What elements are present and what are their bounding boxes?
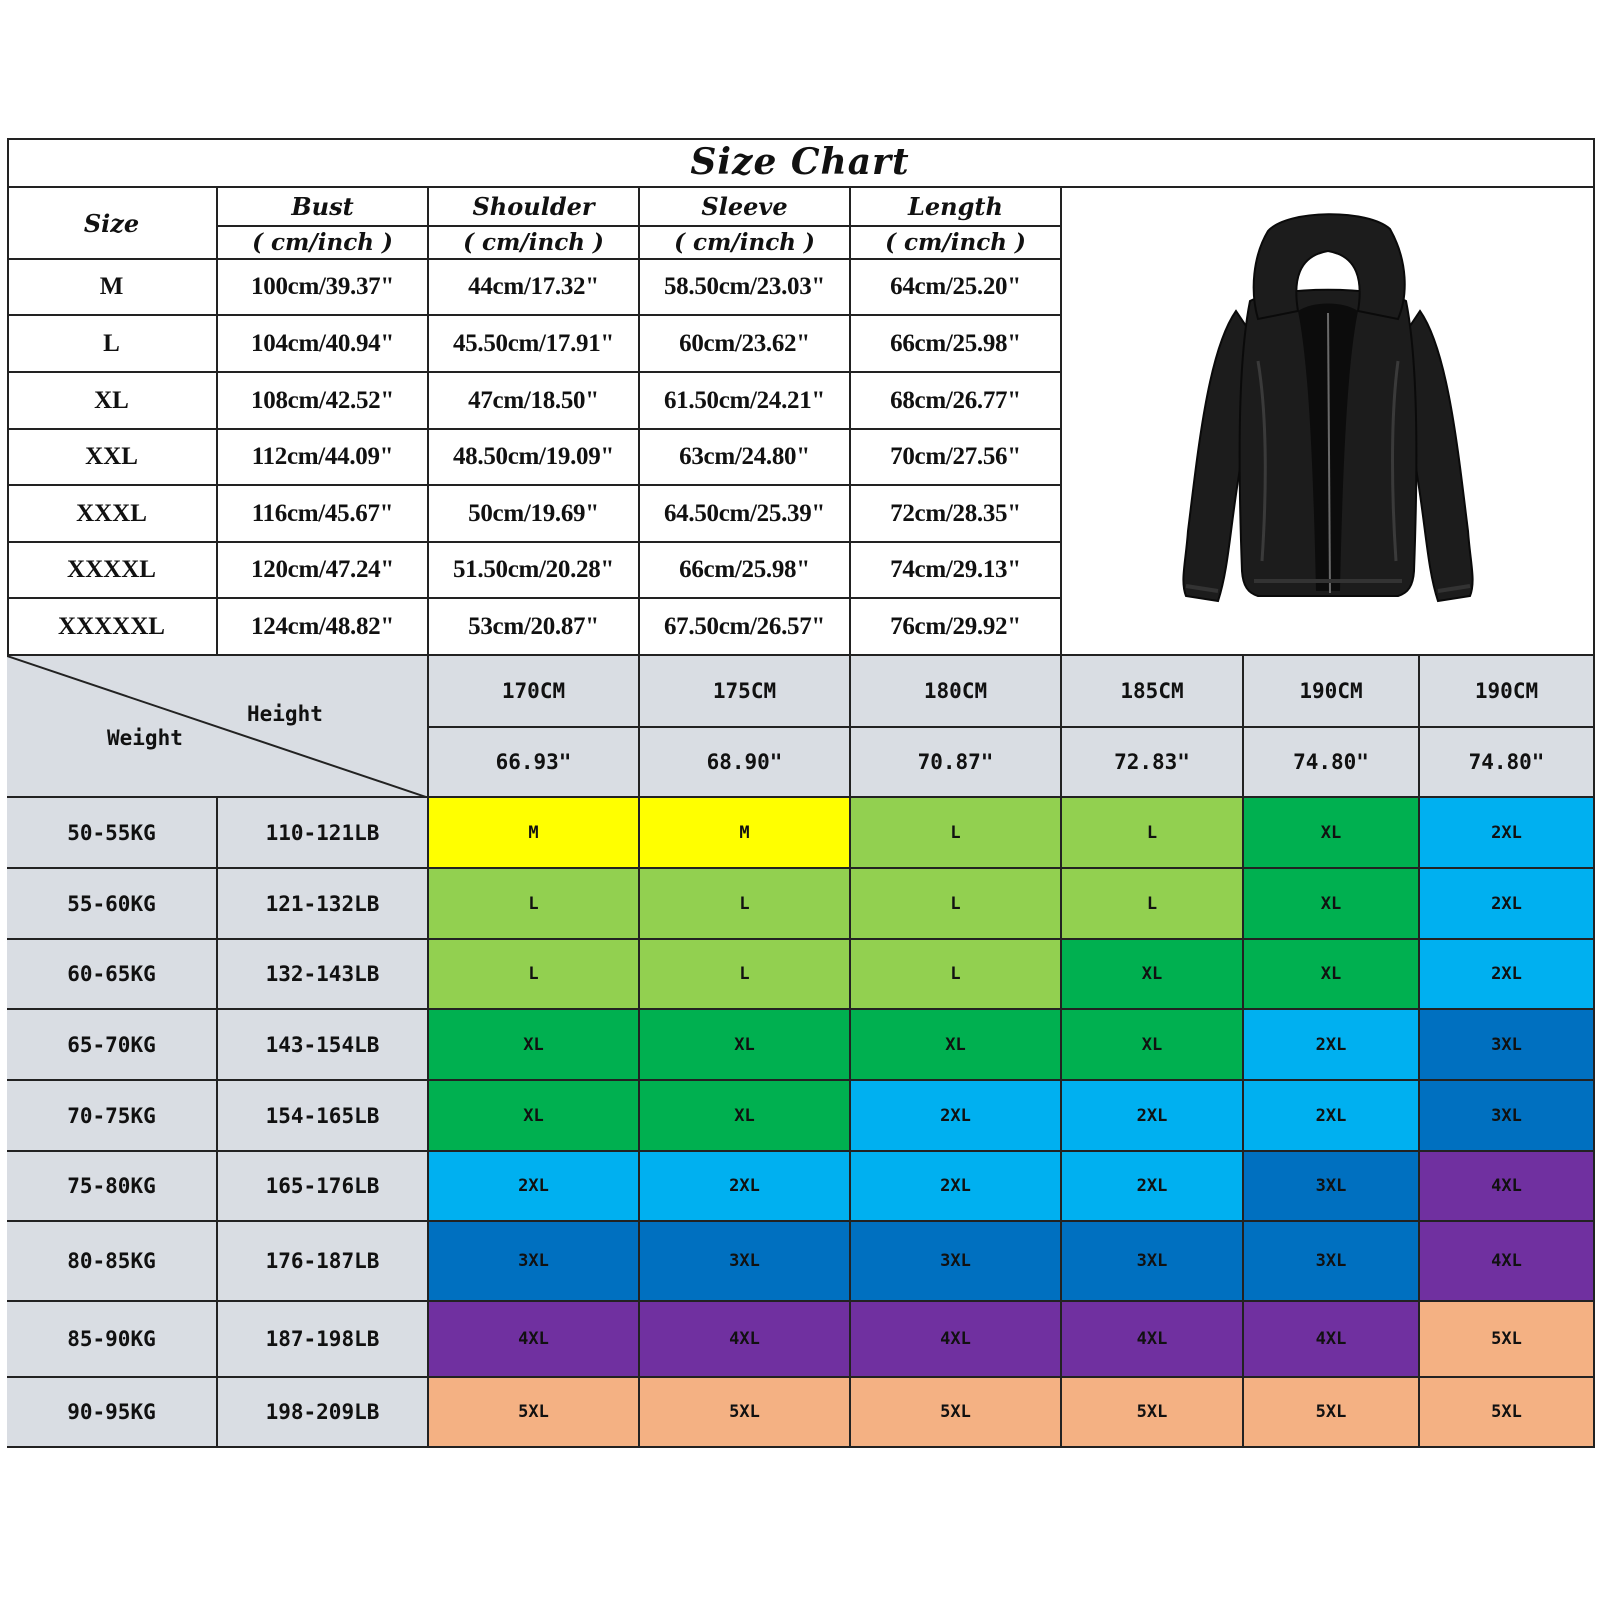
sleeve-cell	[640, 316, 851, 373]
weight-lb: 132-143LB	[265, 962, 380, 986]
size-cell	[7, 260, 218, 316]
shoulder-value: 48.50cm/19.09"	[452, 443, 615, 470]
height-cm: 170CM	[501, 679, 566, 703]
sleeve-cell	[640, 430, 851, 486]
recommended-size: XL	[523, 1034, 544, 1055]
sleeve-value: 58.50cm/23.03"	[663, 273, 826, 300]
height-in-cell	[1244, 728, 1420, 798]
bust-cell	[218, 316, 429, 373]
recommended-size-cell	[640, 1010, 851, 1081]
recommended-size-cell	[1244, 1152, 1420, 1222]
recommended-size-cell	[429, 869, 640, 940]
bust-cell	[218, 373, 429, 430]
weight-lb: 110-121LB	[265, 820, 380, 845]
recommended-size-cell	[1244, 1378, 1420, 1448]
shoulder-cell	[429, 316, 640, 373]
height-in-cell	[1062, 728, 1244, 798]
recommended-size-cell	[1420, 869, 1595, 940]
height-in-cell	[851, 728, 1062, 798]
bust-cell	[218, 260, 429, 316]
sleeve-value: 61.50cm/24.21"	[663, 386, 826, 414]
size-value: XXXXL	[67, 556, 156, 583]
recommended-size-cell	[1062, 798, 1244, 869]
shoulder-unit-cell	[429, 227, 640, 260]
recommended-size-cell	[851, 1378, 1062, 1448]
recommended-size: 5XL	[1491, 1329, 1522, 1349]
weight-kg: 55-60KG	[67, 891, 156, 916]
recommended-size: L	[739, 964, 750, 984]
length-unit: ( cm/inch )	[885, 229, 1026, 256]
recommended-size: L	[950, 893, 961, 914]
recommended-size-cell	[640, 798, 851, 869]
weight-lb: 198-209LB	[265, 1400, 380, 1424]
recommended-size: 2XL	[1491, 893, 1522, 914]
size-value: XXL	[85, 443, 138, 470]
weight-lb: 143-154LB	[265, 1032, 380, 1057]
sleeve-value: 66cm/25.98"	[679, 556, 810, 583]
weight-kg: 70-75KG	[67, 1103, 156, 1128]
recommended-size-cell	[1420, 1378, 1595, 1448]
bust-value: 116cm/45.67"	[251, 499, 394, 527]
recommended-size: 3XL	[518, 1251, 549, 1271]
recommended-size: XL	[945, 1034, 966, 1055]
recommended-size-cell	[1062, 869, 1244, 940]
bust-header-cell	[218, 188, 429, 227]
recommended-size-cell	[429, 940, 640, 1010]
recommended-size-cell	[1062, 1010, 1244, 1081]
recommended-size: XL	[523, 1105, 544, 1126]
weight-lb: 165-176LB	[265, 1174, 380, 1198]
recommended-size-cell	[851, 940, 1062, 1010]
recommended-size-cell	[851, 1302, 1062, 1378]
recommended-size: XL	[1320, 893, 1342, 914]
sleeve-cell	[640, 373, 851, 430]
recommended-size: 3XL	[1491, 1034, 1522, 1055]
recommended-size: 5XL	[729, 1402, 760, 1422]
recommended-size: L	[528, 964, 539, 984]
shoulder-value: 45.50cm/17.91"	[452, 329, 615, 357]
diagonal-line	[7, 656, 429, 798]
weight-kg-cell	[7, 869, 218, 940]
recommended-size-cell	[640, 1152, 851, 1222]
recommended-size: 3XL	[729, 1251, 760, 1271]
height-in: 70.87"	[917, 750, 994, 774]
shoulder-unit: ( cm/inch )	[463, 229, 604, 256]
shoulder-value: 51.50cm/20.28"	[452, 556, 615, 583]
weight-lb-cell	[218, 869, 429, 940]
height-cm: 185CM	[1120, 679, 1184, 703]
height-cm-cell	[1062, 656, 1244, 728]
recommended-size: XL	[734, 1034, 755, 1055]
bust-value: 104cm/40.94"	[251, 329, 394, 357]
sleeve-value: 67.50cm/26.57"	[663, 612, 826, 640]
size-value: L	[103, 329, 120, 357]
recommended-size: 3XL	[1136, 1251, 1168, 1271]
product-image-cell	[1062, 188, 1595, 656]
recommended-size-cell	[429, 1081, 640, 1152]
weight-kg-cell	[7, 940, 218, 1010]
size-value: M	[99, 273, 124, 300]
recommended-size-cell	[851, 1222, 1062, 1302]
weight-lb: 187-198LB	[265, 1327, 380, 1351]
sleeve-header-cell	[640, 188, 851, 227]
recommended-size: L	[528, 893, 539, 914]
weight-lb-cell	[218, 1081, 429, 1152]
recommended-size-cell	[1420, 1081, 1595, 1152]
bust-value: 124cm/48.82"	[251, 612, 394, 640]
recommended-size-cell	[1062, 1378, 1244, 1448]
weight-kg-cell	[7, 1081, 218, 1152]
length-cell	[851, 543, 1062, 599]
length-cell	[851, 260, 1062, 316]
recommended-size: 4XL	[940, 1329, 971, 1349]
height-axis-label: Height	[247, 702, 323, 726]
weight-kg: 90-95KG	[67, 1400, 156, 1424]
weight-lb: 154-165LB	[265, 1103, 380, 1128]
weight-lb-cell	[218, 1222, 429, 1302]
height-cm-cell	[429, 656, 640, 728]
height-cm: 190CM	[1474, 679, 1539, 703]
weight-lb: 121-132LB	[265, 891, 380, 916]
recommended-size-cell	[640, 940, 851, 1010]
recommended-size: 3XL	[1315, 1176, 1347, 1196]
recommended-size: L	[950, 822, 961, 843]
recommended-size-cell	[851, 1010, 1062, 1081]
recommended-size-cell	[851, 1152, 1062, 1222]
recommended-size: 3XL	[1491, 1105, 1522, 1126]
recommended-size: 2XL	[1315, 1034, 1347, 1055]
length-value: 68cm/26.77"	[890, 386, 1021, 414]
recommended-size-cell	[1420, 798, 1595, 869]
recommended-size-cell	[851, 798, 1062, 869]
size-cell	[7, 543, 218, 599]
length-header: Length	[908, 192, 1003, 221]
weight-lb-cell	[218, 798, 429, 869]
length-value: 70cm/27.56"	[890, 443, 1021, 470]
height-in-cell	[1420, 728, 1595, 798]
height-in: 66.93"	[495, 750, 572, 774]
size-cell	[7, 486, 218, 543]
recommended-size-cell	[429, 1222, 640, 1302]
recommended-size: 2XL	[1491, 964, 1522, 984]
length-value: 72cm/28.35"	[890, 499, 1021, 527]
shoulder-cell	[429, 260, 640, 316]
recommended-size-cell	[640, 1302, 851, 1378]
height-weight-header-cell	[7, 656, 429, 798]
recommended-size-cell	[1062, 1152, 1244, 1222]
weight-kg: 60-65KG	[67, 962, 156, 986]
recommended-size-cell	[1244, 1081, 1420, 1152]
bust-header: Bust	[291, 192, 354, 221]
weight-lb-cell	[218, 1152, 429, 1222]
recommended-size: 4XL	[1315, 1329, 1347, 1349]
chart-title: Size Chart	[690, 141, 910, 183]
height-cm-cell	[1420, 656, 1595, 728]
weight-kg-cell	[7, 1152, 218, 1222]
sleeve-unit: ( cm/inch )	[674, 229, 815, 256]
black-hooded-jacket-icon	[1158, 201, 1498, 641]
recommended-size-cell	[1244, 798, 1420, 869]
recommended-size: 2XL	[1491, 822, 1522, 843]
recommended-size-cell	[429, 1378, 640, 1448]
weight-lb-cell	[218, 1378, 429, 1448]
recommended-size: 2XL	[940, 1176, 971, 1196]
height-in: 68.90"	[706, 750, 783, 774]
recommended-size: 5XL	[1136, 1402, 1168, 1422]
shoulder-header-cell	[429, 188, 640, 227]
sleeve-cell	[640, 486, 851, 543]
height-cm: 175CM	[712, 679, 777, 703]
recommended-size-cell	[429, 1010, 640, 1081]
height-cm-cell	[851, 656, 1062, 728]
bust-cell	[218, 599, 429, 656]
bust-cell	[218, 486, 429, 543]
recommended-size-cell	[1420, 1152, 1595, 1222]
length-value: 74cm/29.13"	[890, 556, 1021, 583]
recommended-size: M	[739, 822, 750, 843]
shoulder-value: 53cm/20.87"	[468, 612, 599, 640]
sleeve-value: 64.50cm/25.39"	[663, 499, 826, 527]
shoulder-cell	[429, 373, 640, 430]
size-header: Size	[83, 208, 140, 238]
length-header-cell	[851, 188, 1062, 227]
bust-cell	[218, 430, 429, 486]
size-cell	[7, 373, 218, 430]
shoulder-value: 47cm/18.50"	[468, 386, 599, 414]
weight-kg: 65-70KG	[67, 1032, 156, 1057]
recommended-size-cell	[1244, 1302, 1420, 1378]
chart-title-cell	[7, 138, 1595, 188]
shoulder-cell	[429, 599, 640, 656]
recommended-size: L	[1146, 822, 1158, 843]
weight-kg-cell	[7, 1378, 218, 1448]
size-value: XL	[94, 386, 129, 414]
recommended-size: 4XL	[729, 1329, 760, 1349]
weight-kg-cell	[7, 1010, 218, 1081]
recommended-size: 2XL	[1136, 1176, 1168, 1196]
height-cm: 180CM	[923, 679, 988, 703]
sleeve-cell	[640, 260, 851, 316]
recommended-size: 2XL	[1136, 1105, 1168, 1126]
recommended-size: 3XL	[1315, 1251, 1347, 1271]
recommended-size-cell	[1420, 940, 1595, 1010]
length-cell	[851, 430, 1062, 486]
shoulder-header: Shoulder	[472, 192, 595, 221]
shoulder-value: 44cm/17.32"	[468, 273, 599, 300]
length-value: 66cm/25.98"	[890, 329, 1021, 357]
sleeve-value: 63cm/24.80"	[679, 443, 810, 470]
bust-value: 100cm/39.37"	[251, 273, 394, 300]
size-cell	[7, 316, 218, 373]
length-cell	[851, 486, 1062, 543]
bust-unit-cell	[218, 227, 429, 260]
weight-axis-label: Weight	[107, 726, 183, 750]
sleeve-cell	[640, 599, 851, 656]
recommended-size-cell	[429, 798, 640, 869]
height-cm: 190CM	[1299, 679, 1363, 703]
height-in: 72.83"	[1114, 750, 1190, 774]
weight-kg: 80-85KG	[67, 1249, 156, 1273]
weight-kg-cell	[7, 1302, 218, 1378]
recommended-size: XL	[1141, 964, 1163, 984]
size-value: XXXXXL	[58, 612, 165, 640]
length-value: 64cm/25.20"	[890, 273, 1021, 300]
height-in: 74.80"	[1293, 750, 1369, 774]
recommended-size: 4XL	[1136, 1329, 1168, 1349]
size-chart	[7, 138, 1595, 1448]
sleeve-value: 60cm/23.62"	[679, 329, 810, 357]
length-cell	[851, 599, 1062, 656]
sleeve-header: Sleeve	[701, 192, 788, 221]
recommended-size: 3XL	[940, 1251, 971, 1271]
bust-value: 120cm/47.24"	[251, 556, 394, 583]
recommended-size-cell	[1062, 1222, 1244, 1302]
bust-value: 112cm/44.09"	[251, 443, 394, 470]
recommended-size: 5XL	[518, 1402, 549, 1422]
bust-unit: ( cm/inch )	[252, 229, 393, 256]
bust-cell	[218, 543, 429, 599]
recommended-size: L	[739, 893, 750, 914]
size-header-cell	[7, 188, 218, 260]
shoulder-cell	[429, 430, 640, 486]
recommended-size-cell	[429, 1302, 640, 1378]
length-unit-cell	[851, 227, 1062, 260]
recommended-size-cell	[851, 869, 1062, 940]
recommended-size: L	[1146, 893, 1158, 914]
recommended-size-cell	[1062, 940, 1244, 1010]
recommended-size: 5XL	[940, 1402, 971, 1422]
recommended-size-cell	[1062, 1081, 1244, 1152]
recommended-size-cell	[1420, 1010, 1595, 1081]
shoulder-value: 50cm/19.69"	[468, 499, 599, 527]
recommended-size: M	[528, 822, 539, 843]
recommended-size: XL	[1320, 822, 1342, 843]
weight-kg-cell	[7, 1222, 218, 1302]
length-cell	[851, 316, 1062, 373]
recommended-size: 4XL	[1491, 1176, 1522, 1196]
weight-lb-cell	[218, 940, 429, 1010]
sleeve-cell	[640, 543, 851, 599]
recommended-size: 2XL	[940, 1105, 971, 1126]
size-cell	[7, 599, 218, 656]
recommended-size-cell	[1244, 1010, 1420, 1081]
recommended-size-cell	[640, 1222, 851, 1302]
recommended-size: 4XL	[518, 1329, 549, 1349]
height-cm-cell	[1244, 656, 1420, 728]
recommended-size-cell	[640, 1378, 851, 1448]
diagonal-divider	[7, 656, 429, 798]
height-in-cell	[429, 728, 640, 798]
height-cm-cell	[640, 656, 851, 728]
recommended-size: 2XL	[518, 1176, 549, 1196]
recommended-size: 5XL	[1315, 1402, 1347, 1422]
recommended-size-cell	[1062, 1302, 1244, 1378]
height-in-cell	[640, 728, 851, 798]
weight-lb-cell	[218, 1302, 429, 1378]
sleeve-unit-cell	[640, 227, 851, 260]
recommended-size: XL	[1141, 1034, 1163, 1055]
weight-kg: 75-80KG	[67, 1174, 156, 1198]
recommended-size-cell	[1420, 1302, 1595, 1378]
bust-value: 108cm/42.52"	[251, 386, 394, 414]
recommended-size: 5XL	[1491, 1402, 1522, 1422]
height-in: 74.80"	[1468, 750, 1545, 774]
weight-kg-cell	[7, 798, 218, 869]
recommended-size-cell	[640, 1081, 851, 1152]
recommended-size: 2XL	[1315, 1105, 1347, 1126]
weight-kg: 50-55KG	[67, 820, 156, 845]
shoulder-cell	[429, 543, 640, 599]
weight-lb-cell	[218, 1010, 429, 1081]
recommended-size: L	[950, 964, 961, 984]
recommended-size-cell	[1420, 1222, 1595, 1302]
shoulder-cell	[429, 486, 640, 543]
weight-lb: 176-187LB	[265, 1249, 380, 1273]
recommended-size-cell	[1244, 940, 1420, 1010]
recommended-size-cell	[429, 1152, 640, 1222]
recommended-size: XL	[734, 1105, 755, 1126]
recommended-size-cell	[851, 1081, 1062, 1152]
recommended-size: XL	[1320, 964, 1342, 984]
recommended-size-cell	[1244, 1222, 1420, 1302]
length-value: 76cm/29.92"	[890, 612, 1021, 640]
size-value: XXXL	[76, 499, 147, 527]
recommended-size-cell	[1244, 869, 1420, 940]
recommended-size-cell	[640, 869, 851, 940]
weight-kg: 85-90KG	[67, 1327, 156, 1351]
size-cell	[7, 430, 218, 486]
length-cell	[851, 373, 1062, 430]
recommended-size: 2XL	[729, 1176, 760, 1196]
recommended-size: 4XL	[1491, 1251, 1522, 1271]
